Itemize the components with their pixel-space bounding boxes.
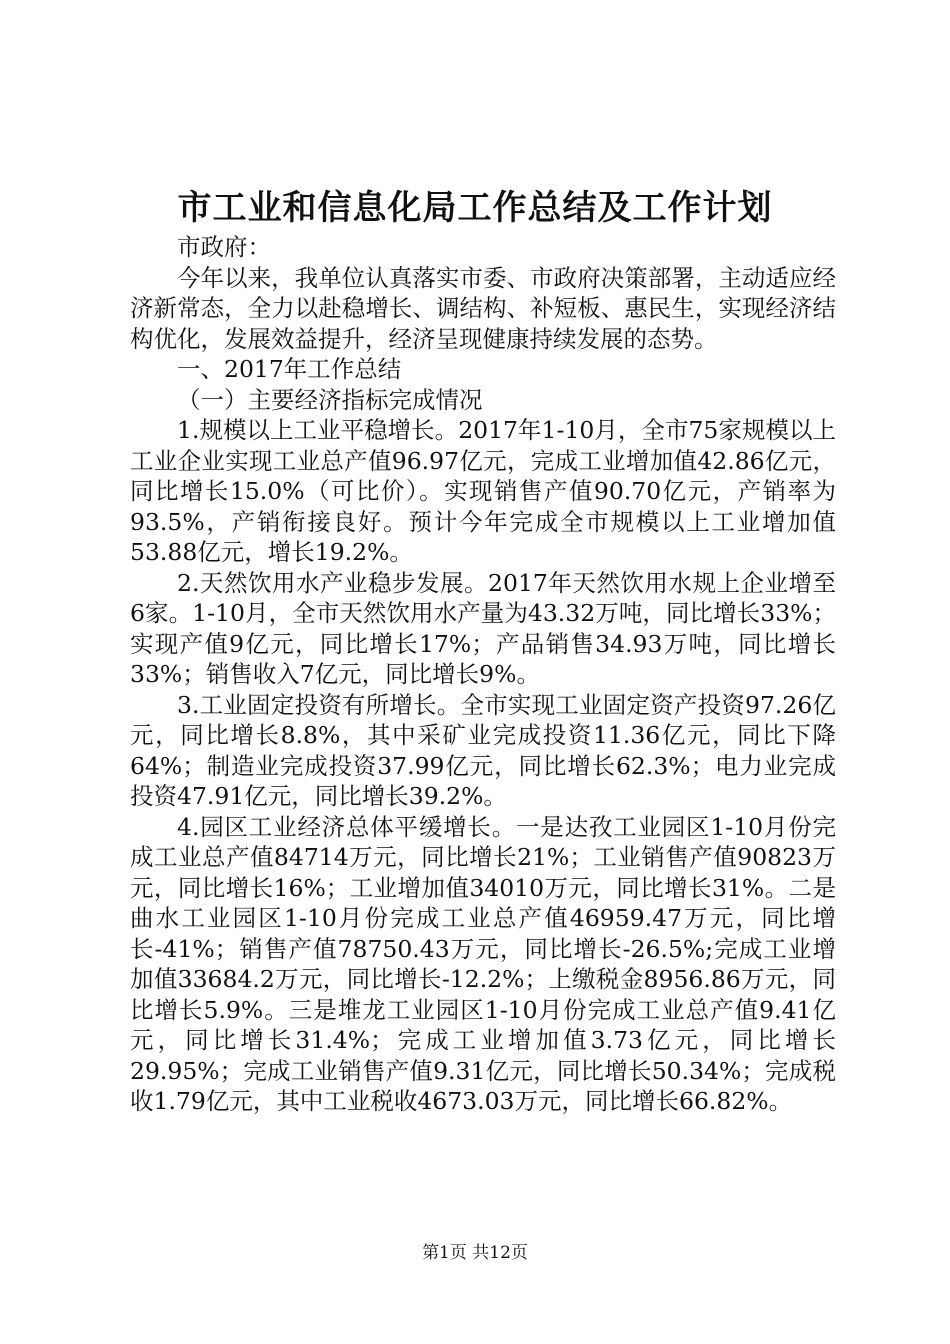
paragraph-industrial-growth: 1.规模以上工业平稳增长。2017年1-10月，全市75家规模以上工业企业实现工业总产值96.97亿元，完成工业增加值42.86亿元，同比增长15.0%（可比价）。实现销售产值90.70亿元，产销率为93.5%，产销衔接良好。预计今年完成全市规模以上工业增加值53.88亿元，增长19.2%。 (130, 416, 836, 566)
page-number-footer: 第1页 共12页 (422, 1243, 528, 1263)
paragraph-industrial-parks: 4.园区工业经济总体平缓增长。一是达孜工业园区1-10月份完成工业总产值84714万元，同比增长21%；工业销售产值90823万元，同比增长16%；工业增加值34010万元，同比增长31%。二是曲水工业园区1-10月份完成工业总产值46959.47万元，同比增长-41%；销售产值78750.43万元，同比增长-26.5%;完成工业增加值33684.2万元，同比增长-12.2%；上缴税金8956.86万元，同比增长5.9%。三是堆龙工业园区1-10月份完成工业总产值9.41亿元，同比增长31.4%；完成工业增加值3.73亿元，同比增长29.95%；完成工业销售产值9.31亿元，同比增长50.34%；完成税收1.79亿元，其中工业税收4673.03万元，同比增长66.82%。 (130, 812, 836, 1115)
document-body (130, 232, 836, 1117)
intro-paragraph: 今年以来，我单位认真落实市委、市政府决策部署，主动适应经济新常态，全力以赴稳增长、调结构、补短板、惠民生，实现经济结构优化，发展效益提升，经济呈现健康持续发展的态势。 (130, 263, 836, 353)
paragraph-drinking-water: 2.天然饮用水产业稳步发展。2017年天然饮用水规上企业增至6家。1-10月，全市天然饮用水产量为43.32万吨，同比增长33%；实现产值9亿元，同比增长17%；产品销售34.93万吨，同比增长33%；销售收入7亿元，同比增长9%。 (130, 568, 836, 688)
paragraph-fixed-investment: 3.工业固定投资有所增长。全市实现工业固定资产投资97.26亿元，同比增长8.8%，其中采矿业完成投资11.36亿元，同比下降64%；制造业完成投资37.99亿元，同比增长62.3%；电力业完成投资47.91亿元，同比增长39.2%。 (130, 690, 836, 810)
subsection-heading: （一）主要经济指标完成情况 (177, 385, 483, 414)
section-heading: 一、2017年工作总结 (177, 355, 402, 383)
document-title: 市工业和信息化局工作总结及工作计划 (177, 188, 773, 228)
salutation: 市政府： (177, 233, 271, 261)
